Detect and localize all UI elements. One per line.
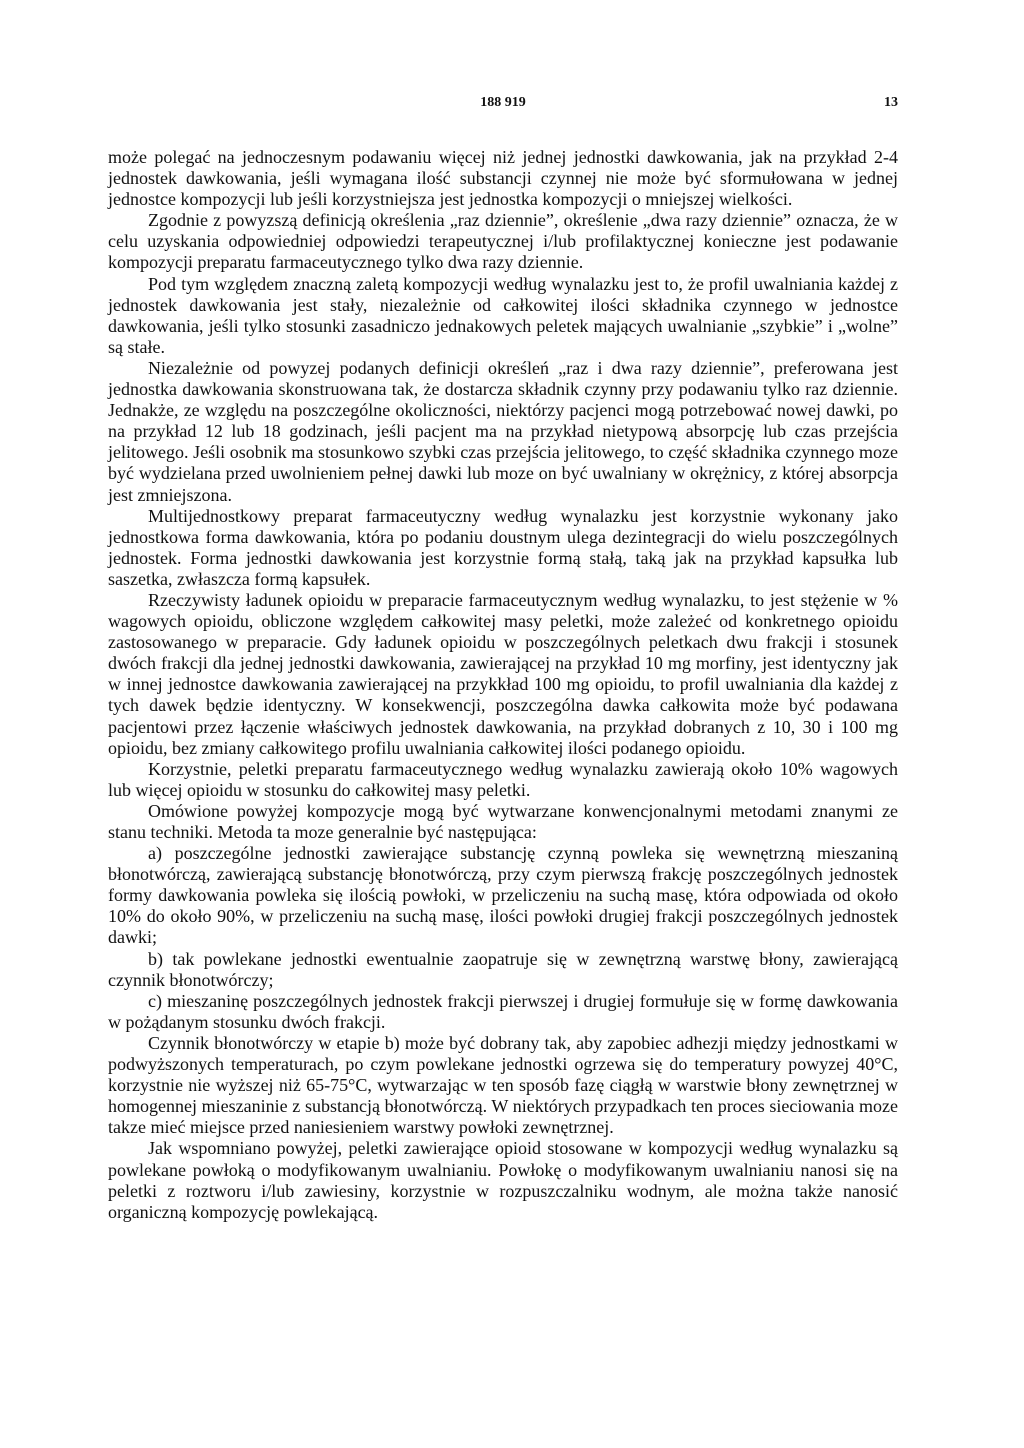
paragraph: Jak wspomniano powyżej, peletki zawierające opioid stosowane w kompozycji według wynalazku są powlekane powłoką o modyfikowanym uwalnianiu. Powłokę o modyfikowanym uwalnianiu nanosi się na peletki z roztworu i/lub zawiesiny, korzystnie w rozpuszczalniku wodnym, ale można także nanosić organiczną kompozycję powlekającą. — [108, 1138, 898, 1222]
list-item-c: c) mieszaninę poszczególnych jednostek frakcji pierwszej i drugiej formułuje się w formę dawkowania w pożądanym stosunku dwóch frakcji. — [108, 990, 898, 1032]
paragraph: Rzeczywisty ładunek opioidu w preparacie farmaceutycznym według wynalazku, to jest stężenie w % wagowych opioidu, obliczone względem całkowitej masy peletki, może zależeć od konkretnego opioidu zastosowanego w preparacie. Gdy ładunek opioidu w poszczególnych peletkach dwu frakcji i stosunek dwóch frakcji dla jednej jednostki dawkowania, zawierającej na przykład 10 mg morfiny, jest identyczny jak w innej jednostce dawkowania zawierającej na przykkład 100 mg opioidu, to profil uwalniania dla każdej z tych dawek będzie identyczny. W konsekwencji, poszczególna dawka całkowita może być podawana pacjentowi przez łączenie właściwych jednostek dawkowania, na przykład dobranych z 10, 30 i 100 mg opioidu, bez zmiany całkowitego profilu uwalniania całkowitej ilości podanego opioidu. — [108, 589, 898, 758]
paragraph: Pod tym względem znaczną zaletą kompozycji według wynalazku jest to, że profil uwalniania każdej z jednostek dawkowania jest stały, niezależnie od całkowitej ilości składnika czynnego w jednostce dawkowania, jeśli tylko stosunki zasadniczo jednakowych peletek mających uwalnianie „szybkie” i „wolne” są stałe. — [108, 273, 898, 357]
paragraph: Czynnik błonotwórczy w etapie b) może być dobrany tak, aby zapobiec adhezji między jednostkami w podwyższonych temperaturach, po czym powlekane jednostki ogrzewa się do temperatury powyzej 40°C, korzystnie nie wyższej niż 65-75°C, wytwarzając w ten sposób fazę ciągłą w warstwie błony zewnętrznej w homogennej mieszaninie z substancją błonotwórczą. W niektórych przypadkach ten proces sieciowania moze takze mieć miejsce przed naniesieniem warstwy powłoki zewnętrznej. — [108, 1032, 898, 1138]
body-text — [108, 147, 898, 1223]
paragraph: Korzystnie, peletki preparatu farmaceutycznego według wynalazku zawierają około 10% wagowych lub więcej opioidu w stosunku do całkowitej masy peletki. — [108, 758, 898, 800]
document-number: 188 919 — [480, 95, 526, 110]
paragraph: Omówione powyżej kompozycje mogą być wytwarzane konwencjonalnymi metodami znanymi ze stanu techniki. Metoda ta moze generalnie być następująca: — [108, 800, 898, 842]
paragraph: Niezależnie od powyzej podanych definicji określeń „raz i dwa razy dziennie”, preferowana jest jednostka dawkowania skonstruowana tak, że dostarcza składnik czynny przy podawaniu tylko raz dziennie. Jednakże, ze względu na poszczególne okoliczności, niektórzy pacjenci mogą potrzebować nowej dawki, po na przykład 12 lub 18 godzinach, jeśli pacjent ma na przykład nietypową absorpcję lub czas przejścia jelitowego. Jeśli osobnik ma stosunkowo szybki czas przejścia jelitowego, to część składnika czynnego moze być wydzielana przed uwolnieniem pełnej dawki lub moze on być uwalniany w okrężnicy, z której absorpcja jest zmniejszona. — [108, 357, 898, 505]
paragraph: Zgodnie z powyzszą definicją określenia „raz dziennie”, określenie „dwa razy dziennie” oznacza, że w celu uzyskania odpowiedniej odpowiedzi terapeutycznej i/lub profilaktycznej konieczne jest podawanie kompozycji preparatu farmaceutycznego tylko dwa razy dziennie. — [108, 210, 898, 273]
list-item-b: b) tak powlekane jednostki ewentualnie zaopatruje się w zewnętrzną warstwę błony, zawierającą czynnik błonotwórczy; — [108, 948, 898, 990]
paragraph: Multijednostkowy preparat farmaceutyczny według wynalazku jest korzystnie wykonany jako jednostkowa forma dawkowania, która po podaniu doustnym ulega dezintegracji do wielu poszczególnych jednostek. Forma jednostki dawkowania jest korzystnie formą stałą, taką jak na przykład kapsułka lub saszetka, zwłaszcza formą kapsułek. — [108, 505, 898, 589]
list-item-a: a) poszczególne jednostki zawierające substancję czynną powleka się wewnętrzną mieszaniną błonotwórczą, zawierającą substancję błonotwórczą, przy czym pierwszą frakcję poszczególnych jednostek formy dawkowania powleka się ilością powłoki, w przeliczeniu na suchą masę, która odpowiada od około 10% do około 90%, w przeliczeniu na suchą masę, ilości powłoki drugiej frakcji poszczególnych jednostek dawki; — [108, 843, 898, 948]
page-header — [108, 95, 898, 117]
paragraph: może polegać na jednoczesnym podawaniu więcej niż jednej jednostki dawkowania, jak na przykład 2-4 jednostek dawkowania, jeśli wymagana ilość substancji czynnej nie może być sformułowana w jednej jednostce kompozycji lub jeśli korzystniejsza jest jednostka kompozycji o mniejszej wielkości. — [108, 147, 898, 210]
page-number: 13 — [884, 95, 898, 110]
